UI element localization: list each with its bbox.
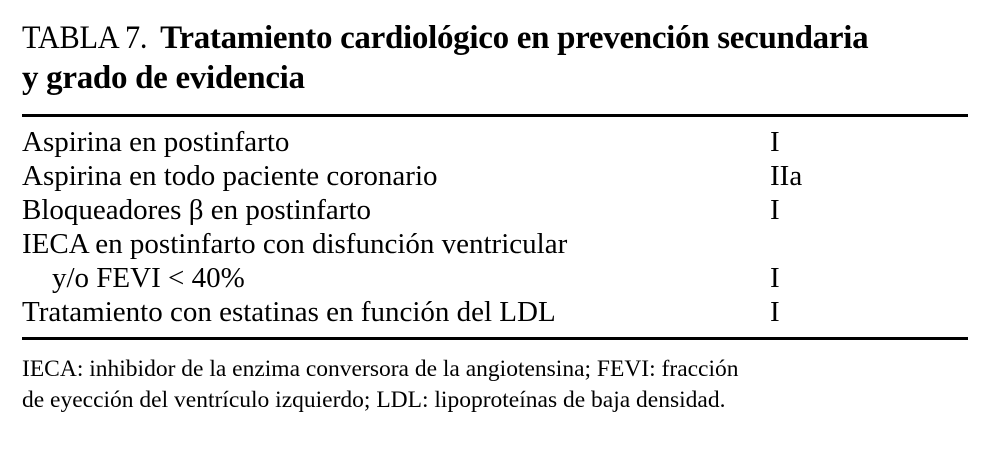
- bottom-rule: [22, 337, 968, 340]
- table-number: TABLA 7.: [22, 20, 148, 56]
- row-treatment: Aspirina en todo paciente coronario: [22, 160, 438, 192]
- footnote-line-1: IECA: inhibidor de la enzima conversora de la angiotensina; FEVI: fracción: [22, 356, 739, 382]
- footnote-line-2: de eyección del ventrículo izquierdo; LDL: lipoproteínas de baja densidad.: [22, 387, 726, 413]
- table-body: [22, 125, 968, 329]
- row-evidence-grade: I: [770, 262, 780, 294]
- table-title: [22, 18, 972, 98]
- row-evidence-grade: I: [770, 296, 780, 328]
- row-treatment: IECA en postinfarto con disfunción ventricular: [22, 228, 568, 260]
- table-row: [22, 295, 968, 329]
- row-treatment: Bloqueadores β en postinfarto: [22, 194, 371, 226]
- table-row: [22, 227, 968, 261]
- row-evidence-grade: I: [770, 126, 780, 158]
- table-row: [22, 193, 968, 227]
- row-treatment-continuation: y/o FEVI < 40%: [52, 262, 245, 294]
- table-row: [22, 125, 968, 159]
- table-title-line-1: [22, 18, 972, 58]
- table-caption-line-2: y grado de evidencia: [22, 60, 305, 96]
- table-caption-line-1: Tratamiento cardiológico en prevención secundaria: [160, 20, 869, 56]
- row-evidence-grade: I: [770, 194, 780, 226]
- top-rule: [22, 114, 968, 117]
- table-row-continuation: [22, 261, 968, 295]
- table-row: [22, 159, 968, 193]
- row-treatment: Aspirina en postinfarto: [22, 126, 290, 158]
- row-treatment: Tratamiento con estatinas en función del LDL: [22, 296, 556, 328]
- row-evidence-grade: IIa: [770, 160, 803, 192]
- table-footnote: [22, 354, 972, 416]
